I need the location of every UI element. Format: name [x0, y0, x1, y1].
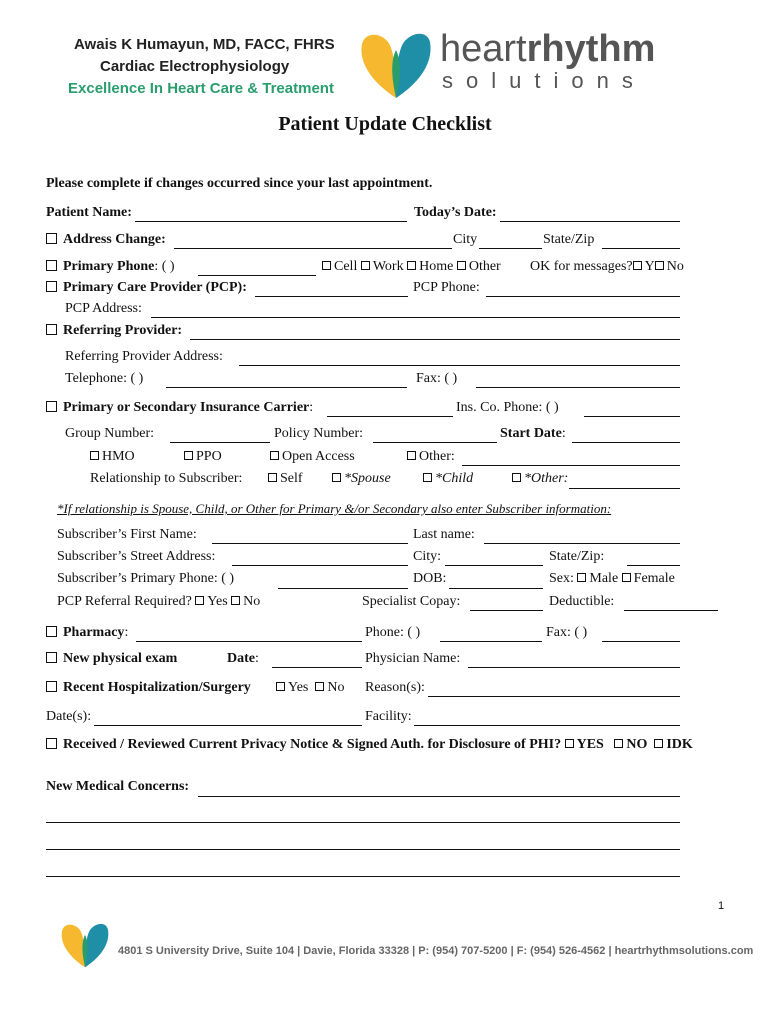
exam-date-label: Date [227, 651, 255, 666]
other-label: Other [468, 259, 501, 274]
sub-state-label: State/Zip: [549, 549, 605, 564]
insurance-checkbox[interactable] [46, 401, 57, 412]
hmo-checkbox[interactable] [90, 451, 99, 460]
relationship-label: Relationship to Subscriber: [90, 471, 243, 486]
sub-city-field[interactable] [445, 565, 543, 566]
patient-name-field[interactable] [135, 221, 407, 222]
sub-first-label: Subscriber’s First Name: [57, 527, 197, 542]
pharmacy-colon: : [124, 625, 129, 640]
state-zip-label: State/Zip [543, 232, 595, 247]
exam-date-colon: : [255, 651, 259, 666]
spouse-label: *Spouse [344, 471, 391, 486]
address-field[interactable] [174, 248, 452, 249]
deductible-field[interactable] [624, 610, 718, 611]
n-label: No [666, 259, 684, 274]
insurance-colon: : [309, 400, 314, 415]
new-exam-checkbox[interactable] [46, 652, 57, 663]
reasons-label: Reason(s): [365, 680, 425, 695]
start-date-label: Start Date [500, 426, 562, 441]
referral-no-label: No [243, 594, 261, 609]
self-checkbox[interactable] [268, 473, 277, 482]
pharmacy-fax-label: Fax: ( ) [546, 625, 588, 640]
y-label: Y [644, 259, 655, 274]
pcp-address-field[interactable] [151, 317, 680, 318]
insurance-label: Primary or Secondary Insurance Carrier [63, 400, 310, 415]
insurance-field[interactable] [327, 416, 453, 417]
plan-other-field[interactable] [462, 465, 680, 466]
policy-number-field[interactable] [373, 442, 497, 443]
patient-name-label: Patient Name: [46, 205, 132, 220]
privacy-idk-checkbox[interactable] [654, 739, 663, 748]
primary-phone-field[interactable] [198, 275, 316, 276]
policy-number-label: Policy Number: [274, 426, 364, 441]
reasons-field[interactable] [428, 696, 680, 697]
no-msg-checkbox[interactable] [655, 261, 664, 270]
primary-phone-checkbox[interactable] [46, 260, 57, 271]
concerns-field-2[interactable] [46, 822, 680, 823]
privacy-label: Received / Reviewed Current Privacy Notice & Signed Auth. for Disclosure of PHI? [63, 737, 562, 752]
pcp-field[interactable] [255, 296, 408, 297]
dates-label: Date(s): [46, 709, 92, 724]
plan-other-checkbox[interactable] [407, 451, 416, 460]
heart-logo-icon [356, 30, 436, 100]
open-access-label: Open Access [282, 449, 355, 464]
pcp-checkbox[interactable] [46, 281, 57, 292]
footer-address: 4801 S University Drive, Suite 104 | Davie, Florida 33328 | P: (954) 707-5200 | F: (954) 526-4562 | heartrhythmsolutions.com [118, 945, 754, 957]
ins-phone-field[interactable] [584, 416, 680, 417]
ins-phone-label: Ins. Co. Phone: ( ) [456, 400, 559, 415]
pharmacy-phone-label: Phone: ( ) [365, 625, 421, 640]
privacy-no-checkbox[interactable] [614, 739, 623, 748]
rel-other-field[interactable] [569, 488, 680, 489]
cell-label: Cell [334, 259, 358, 274]
last-name-field[interactable] [484, 543, 680, 544]
work-label: Work [372, 259, 404, 274]
ok-messages-label: OK for messages? [530, 259, 633, 274]
pharmacy-field[interactable] [136, 641, 362, 642]
privacy-checkbox[interactable] [46, 738, 57, 749]
fax-label: Fax: ( ) [416, 371, 458, 386]
pharmacy-fax-field[interactable] [602, 641, 680, 642]
home-checkbox[interactable] [407, 261, 416, 270]
intro-text: Please complete if changes occurred since your last appointment. [46, 176, 433, 191]
dob-field[interactable] [449, 588, 543, 589]
pcp-address-label: PCP Address: [65, 301, 142, 316]
privacy-no-label: NO [626, 737, 648, 752]
city-label: City [453, 232, 478, 247]
tagline: Excellence In Heart Care & Treatment [68, 80, 334, 97]
sub-street-label: Subscriber’s Street Address: [57, 549, 216, 564]
doctor-name: Awais K Humayun, MD, FACC, FHRS [74, 36, 335, 53]
concerns-label: New Medical Concerns: [46, 779, 190, 794]
specialty: Cardiac Electrophysiology [100, 58, 290, 75]
deductible-label: Deductible: [549, 594, 615, 609]
todays-date-label: Today’s Date: [414, 205, 497, 220]
dob-label: DOB: [413, 571, 447, 586]
group-number-field[interactable] [170, 442, 270, 443]
referral-yes-label: Yes [207, 594, 228, 609]
hosp-no-label: No [327, 680, 345, 695]
facility-field[interactable] [414, 725, 680, 726]
concerns-field-3[interactable] [46, 849, 680, 850]
referring-address-field[interactable] [239, 365, 680, 366]
pcp-phone-label: PCP Phone: [413, 280, 480, 295]
referring-address-label: Referring Provider Address: [65, 349, 223, 364]
sub-phone-field[interactable] [278, 588, 408, 589]
exam-date-field[interactable] [272, 667, 362, 668]
facility-label: Facility: [365, 709, 412, 724]
privacy-yes-label: YES [576, 737, 604, 752]
child-label: *Child [435, 471, 474, 486]
referral-no-checkbox[interactable] [231, 596, 240, 605]
rel-other-label: *Other: [524, 471, 569, 486]
spouse-checkbox[interactable] [332, 473, 341, 482]
hospitalization-checkbox[interactable] [46, 681, 57, 692]
physician-name-label: Physician Name: [365, 651, 461, 666]
sub-phone-label: Subscriber’s Primary Phone: ( ) [57, 571, 235, 586]
self-label: Self [280, 471, 303, 486]
sub-street-field[interactable] [232, 565, 408, 566]
primary-phone-label: Primary Phone [63, 259, 155, 274]
referral-yes-checkbox[interactable] [195, 596, 204, 605]
privacy-yes-checkbox[interactable] [565, 739, 574, 748]
hospitalization-label: Recent Hospitalization/Surgery [63, 680, 251, 695]
city-field[interactable] [479, 248, 542, 249]
male-label: Male [589, 571, 619, 586]
brand-sub: solutions [442, 68, 646, 93]
plan-other-label: Other: [419, 449, 455, 464]
yes-msg-checkbox[interactable] [633, 261, 642, 270]
pcp-referral-label: PCP Referral Required? [57, 594, 192, 609]
pharmacy-checkbox[interactable] [46, 626, 57, 637]
phone-type-options [322, 259, 501, 275]
page-number: 1 [718, 900, 725, 912]
rel-other-checkbox[interactable] [512, 473, 521, 482]
pharmacy-phone-field[interactable] [440, 641, 542, 642]
hosp-no-checkbox[interactable] [315, 682, 324, 691]
todays-date-field[interactable] [500, 221, 680, 222]
sex-label: Sex: [549, 571, 574, 586]
hmo-label: HMO [102, 449, 135, 464]
ppo-label: PPO [196, 449, 222, 464]
concerns-field-4[interactable] [46, 876, 680, 877]
hosp-yes-checkbox[interactable] [276, 682, 285, 691]
fax-field[interactable] [476, 387, 680, 388]
physician-name-field[interactable] [468, 667, 680, 668]
telephone-field[interactable] [166, 387, 407, 388]
open-access-checkbox[interactable] [270, 451, 279, 460]
home-label: Home [419, 259, 454, 274]
subscriber-note: *If relationship is Spouse, Child, or Other for Primary &/or Secondary also enter Subscriber information: [57, 501, 612, 516]
telephone-label: Telephone: ( ) [65, 371, 144, 386]
ppo-checkbox[interactable] [184, 451, 193, 460]
work-checkbox[interactable] [361, 261, 370, 270]
footer-heart-logo-icon [58, 920, 112, 970]
state-zip-field[interactable] [602, 248, 680, 249]
specialist-copay-label: Specialist Copay: [362, 594, 461, 609]
new-exam-label: New physical exam [63, 651, 178, 666]
last-name-label: Last name: [413, 527, 475, 542]
female-label: Female [633, 571, 675, 586]
sub-state-field[interactable] [627, 565, 680, 566]
ok-messages [530, 259, 684, 275]
pharmacy-label: Pharmacy [63, 625, 125, 640]
specialist-copay-field[interactable] [470, 610, 543, 611]
male-checkbox[interactable] [577, 573, 586, 582]
sub-city-label: City: [413, 549, 442, 564]
child-checkbox[interactable] [423, 473, 432, 482]
cell-checkbox[interactable] [322, 261, 331, 270]
start-date-colon: : [561, 426, 566, 441]
pcp-label: Primary Care Provider (PCP): [63, 280, 247, 295]
referring-provider-field[interactable] [190, 339, 680, 340]
start-date-field[interactable] [572, 442, 680, 443]
privacy-idk-label: IDK [666, 737, 693, 752]
brand-wordmark: heartrhythm [440, 28, 656, 70]
concerns-field-1[interactable] [198, 796, 680, 797]
pcp-phone-field[interactable] [486, 296, 680, 297]
referring-provider-label: Referring Provider: [63, 323, 183, 338]
referring-provider-checkbox[interactable] [46, 324, 57, 335]
group-number-label: Group Number: [65, 426, 155, 441]
hosp-yes-label: Yes [288, 680, 309, 695]
other-checkbox[interactable] [457, 261, 466, 270]
sub-first-field[interactable] [212, 543, 408, 544]
dates-field[interactable] [94, 725, 362, 726]
primary-phone-paren: : ( ) [154, 259, 175, 274]
address-change-checkbox[interactable] [46, 233, 57, 244]
address-change-label: Address Change: [63, 232, 166, 247]
page-title: Patient Update Checklist [278, 113, 492, 135]
female-checkbox[interactable] [622, 573, 631, 582]
